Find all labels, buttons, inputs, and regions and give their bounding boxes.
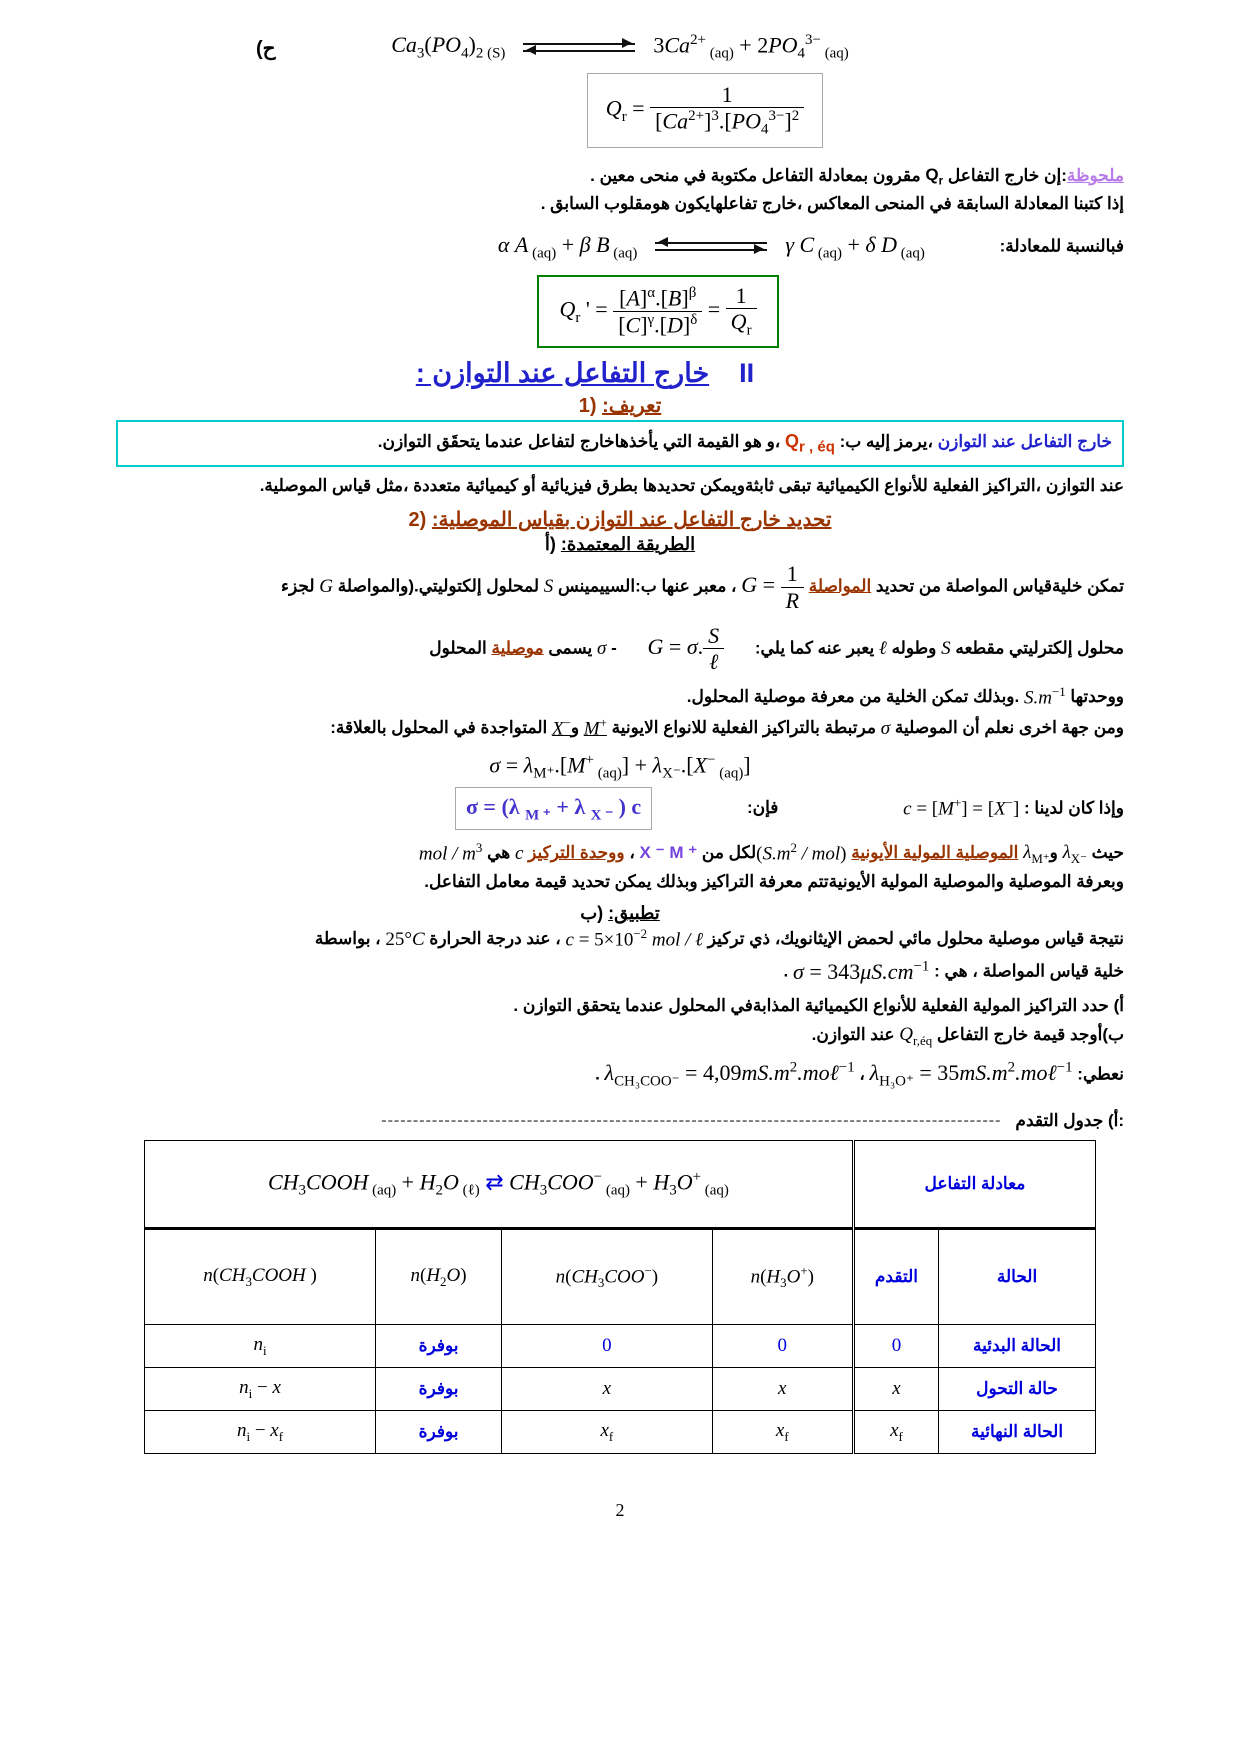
sigma-variable: σ — [880, 717, 891, 739]
qreq-symbol: $Q_{r , éq}$ — [785, 431, 835, 456]
conductivity-term: موصلية — [491, 638, 544, 658]
method-text-2d: يسمى — [543, 638, 597, 658]
cell-ni: $n_i$ — [145, 1325, 376, 1368]
dashed-separator: -------------------------------------------------------------------------------------------------- — [381, 1112, 1002, 1130]
g-variable: G — [319, 576, 334, 598]
length-variable: ℓ — [878, 637, 887, 659]
cell-xf: $x_f$ — [502, 1411, 713, 1454]
note-separator: : — [1061, 166, 1067, 186]
cell-state-final: الحالة النهائية — [939, 1411, 1096, 1454]
x-ion: X− — [551, 715, 571, 740]
cell-zero: 0 — [502, 1325, 713, 1368]
cell-progress-zero: 0 — [853, 1325, 938, 1368]
method-text-1a: تمكن خليةقياس المواصلة من تحديد — [871, 576, 1124, 596]
given-line — [116, 1056, 1124, 1094]
note-line-2: إذا كتبنا المعادلة السابقة في المنحى المعاكس ،خارج تفاعلهايكون هومقلوب السابق . — [540, 194, 1124, 214]
table-equation-header: معادلة التفاعل — [853, 1141, 1095, 1229]
method-text-2a: محلول إلكترليتي مقطعه — [950, 638, 1124, 658]
method-line-2 — [116, 623, 1124, 675]
m-ion-colored: M ⁺ — [669, 843, 698, 863]
method-text-4a: ومن جهة اخرى نعلم أن الموصلية — [890, 718, 1124, 738]
method-text-3b: .وبذلك تمكن الخلية من معرفة موصلية المحلول. — [686, 687, 1024, 707]
col-header-progress: التقدم — [853, 1229, 938, 1325]
table-row-initial — [145, 1325, 1096, 1368]
application-heading — [116, 903, 1124, 924]
c-equation: c = [M+] = [X−] — [903, 795, 1020, 820]
concentration-value: $c = 5\times 10^{-2}$ mol / ℓ — [565, 926, 704, 951]
application-text-2a: خلية قياس المواصلة ، هي : — [929, 961, 1124, 981]
col-header-ch3cooh: $n(CH_3COOH$ ) — [145, 1229, 376, 1325]
lambda-h3o-value: $\lambda_{H_3O^+}$ = $35mS.m^2.mo\ell^{-1}$ — [869, 1060, 1073, 1090]
table-row-intermediate — [145, 1368, 1096, 1411]
sm-unit: $S.m^{-1}$ — [1023, 684, 1066, 709]
m-ion: M+ — [583, 715, 607, 740]
c-variable: c — [514, 842, 524, 864]
lambda-definition-line — [116, 838, 1124, 869]
definition-mid: ،يرمز إليه ب: — [834, 432, 938, 452]
application-text-1a: نتيجة قياس موصلية محلول مائي لحمض الإيثانويك، ذي تركيز — [703, 929, 1124, 949]
method-text-2b: وطوله — [886, 638, 942, 658]
note-text-1: إن خارج التفاعل — [943, 166, 1062, 186]
equation-1-rhs: $Ca_3(PO_4)_2$ $_{(S)}$ — [391, 32, 506, 62]
cell-x: x — [712, 1368, 853, 1411]
lambda-x-symbol: $\lambda_{X^-}$ — [1062, 842, 1087, 866]
note-title: ملحوظة — [1066, 166, 1124, 186]
qreq-italic-symbol: $Q_{r,éq}$ — [899, 1023, 933, 1048]
question-b-text-a: ب)أوجد قيمة خارج التفاعل — [932, 1024, 1124, 1044]
given-label: نعطي: — [1072, 1064, 1124, 1084]
section-2-title: خارج التفاعل عند التوازن : — [415, 358, 710, 389]
concentration-unit-term: ووحدة التركيز — [528, 843, 625, 863]
application-text-1c: ، بواسطة — [314, 929, 386, 949]
application-number: ب) — [580, 903, 609, 924]
cell-x: x — [502, 1368, 713, 1411]
boxed-sigma-formula: σ = (λ $_{M ^+}$ + λ $_{X ^-}$ ) c — [455, 787, 652, 831]
page-number: 2 — [615, 1500, 625, 1521]
method-line-4 — [116, 713, 1124, 744]
method-text-1b: ، معبر عنها ب:السييمينس — [553, 576, 737, 596]
table-header-row — [145, 1229, 1096, 1325]
cell-excess: بوفرة — [376, 1368, 502, 1411]
method-text-4d: المتواجدة في المحلول بالعلاقة: — [330, 718, 552, 738]
smol-unit: $(S.m^2 / mol)$ — [756, 840, 847, 865]
lambda-text-e: هي — [482, 843, 515, 863]
application-line-2 — [116, 955, 1124, 989]
cell-excess: بوفرة — [376, 1325, 502, 1368]
qr-formula-box: $Q_r$ = $\frac{1}{[Ca^{2+}]^3.[PO_4^{3-}]^2}$ — [587, 73, 823, 148]
temperature-value: 25°C — [385, 929, 425, 951]
method-line-3 — [116, 682, 1124, 713]
application-text-1b: ، عند درجة الحرارة — [424, 929, 566, 949]
method-dash: - — [606, 638, 617, 658]
subsection-2-number: 2) — [408, 509, 432, 532]
table-title-row — [116, 1108, 1124, 1134]
lambda-text-c: لكل من — [697, 843, 757, 863]
lambda-ch3coo-value: $\lambda_{CH_3COO^-}$ = $4,09mS.m^2.mo\ell^{-1}$ — [604, 1060, 855, 1090]
definition-heading — [116, 393, 1124, 418]
condition-line — [116, 787, 1124, 831]
equilibrium-arrows-icon — [523, 43, 635, 52]
definition-title: تعريف: — [602, 395, 662, 418]
qr-symbol: $Q_r$ — [925, 164, 944, 188]
table-equation-row — [145, 1141, 1096, 1229]
progress-table-title: أ) جدول التقدم: — [1015, 1110, 1124, 1130]
question-b — [116, 1020, 1124, 1051]
equilibrium-paragraph: عند التوازن ،التراكيز الفعلية للأنواع الكيميائية تبقى ثابثةويمكن تحديدها بطرق فيزيائية أو كيميائية متعددة ،مثل قياس الموصلية. — [259, 475, 1124, 495]
for-equation-row — [116, 228, 1124, 266]
cell-excess: بوفرة — [376, 1411, 502, 1454]
cell-xf: $x_f$ — [712, 1411, 853, 1454]
lambda-text-b: و — [1049, 843, 1063, 863]
subsection-2-heading — [116, 507, 1124, 532]
section-2-numeral: II — [739, 358, 755, 389]
s-variable: S — [543, 576, 554, 598]
method-text-2e: المحلول — [429, 638, 492, 658]
s-variable: S — [941, 637, 951, 659]
cell-progress-x: x — [853, 1368, 938, 1411]
application-text-2b: . — [783, 961, 793, 981]
application-line-1 — [116, 924, 1124, 955]
definition-rest: ،و هو القيمة التي يأخذهاخارج لتفاعل عندما يتحقَق التوازن. — [377, 432, 786, 452]
lambda-m-symbol: $\lambda_{M^+}$ — [1023, 842, 1050, 866]
method-text-3a: ووحدتها — [1065, 687, 1124, 707]
reaction-equation-1 — [116, 32, 1124, 63]
method-text-4c: و — [570, 718, 584, 738]
cell-zero: 0 — [712, 1325, 853, 1368]
sigma-343-value: $\sigma = 343\mu S.cm^{-1}$ — [792, 958, 930, 985]
method-text-2c: يعبر عنه كما يلي: — [750, 638, 879, 658]
method-text-1d: لجزء — [281, 576, 320, 596]
note-text-2: مقرون بمعادلة التفاعل مكتوبة في منحى معين . — [590, 166, 926, 186]
sigma-lambda-equation-row — [116, 752, 1124, 783]
condition-text-b: فإن: — [746, 797, 779, 817]
molar-ionic-conductivity-term: الموصلية المولية الأيونية — [851, 843, 1019, 863]
subsection-2-title: تحديد خارج التفاعل عند التوازن بقياس الموصلية: — [431, 509, 832, 532]
g-sigma-equation: G = σ. $\frac{S}{\text{ℓ}}$ — [648, 623, 725, 675]
table-equation-cell: $CH_3COOH$ $_{(aq)} + H_2O$ $_{(\ell)}$ ⇄ $CH_3COO^-$ $_{(aq)} + H_3O^+$ $_{(aq)}$ — [145, 1141, 854, 1229]
condition-text-a: وإذا كان لدينا : — [1019, 797, 1124, 817]
col-header-h3o: $n(H_3O^+)$ — [712, 1229, 853, 1325]
cell-state-intermediate: حالة التحول — [939, 1368, 1096, 1411]
method-heading — [116, 534, 1124, 555]
cell-progress-xf: $x_f$ — [853, 1411, 938, 1454]
col-header-ch3coo: $n(CH_3COO^-)$ — [502, 1229, 713, 1325]
definition-number: 1) — [578, 395, 603, 418]
col-header-h2o: $n(H_2O)$ — [376, 1229, 502, 1325]
method-line-1 — [116, 561, 1124, 613]
lambda-text-a: حيث — [1086, 843, 1124, 863]
question-a: أ) حدد التراكيز المولية الفعلية للأنواع الكيميائية المذابةفي المحلول عندما يتحقق التوازن . — [513, 996, 1124, 1016]
cell-ni-xf: $n_i - x_f$ — [145, 1411, 376, 1454]
equation-1-lhs: $3Ca^{2+}$ $_{(aq)} + 2PO_4^{3-}$ $_{(aq)}$ — [653, 32, 849, 62]
x-ion-colored: X ⁻ — [639, 843, 665, 863]
sigma-lambda-equation: $\sigma = \lambda_{M^+}.[M^+$ $_{(aq)}] + \lambda_{X^-}.[X^-$ $_{(aq)}$] — [489, 751, 751, 782]
definition-box — [116, 420, 1124, 467]
for-equation-label: فبالنسبة للمعادلة: — [999, 235, 1124, 255]
qr-prime-formula-box: $Q_r$ ' = $\frac{[A]^\alpha.[B]^\beta}{[C]^\gamma.[D]^\delta}$ = $\frac{1}{Q_r}$ — [537, 275, 778, 348]
molm3-unit: mol / $m^3$ — [418, 840, 483, 865]
method-number: أ) — [544, 534, 561, 555]
note-paragraph — [116, 162, 1124, 218]
given-separator: ، — [854, 1064, 870, 1084]
sigma-variable: σ — [597, 637, 607, 659]
equation-2-lhs: γ C $_{(aq)}$ + δ D $_{(aq)}$ — [785, 231, 925, 261]
cell-state-initial: الحالة البدئية — [939, 1325, 1096, 1368]
equilibrium-arrows-icon — [655, 242, 767, 251]
method-text-4b: مرتبطة بالتراكيز الفعلية للانواع الايونية — [606, 718, 881, 738]
question-b-text-b: عند التوازن. — [811, 1024, 900, 1044]
conclusion-line: وبعرفة الموصلية والموصلية المولية الأيونيةتتم معرفة التراكيز وبذلك يمكن تحديد قيمة معامل التفاعل. — [424, 872, 1124, 892]
part-label: ح) — [256, 38, 276, 60]
definition-term: خارج التفاعل عند التوازن — [937, 432, 1112, 452]
g-equation: G = $\frac{1}{R}$ — [741, 561, 804, 613]
cell-ni-x: $n_i - x$ — [145, 1368, 376, 1411]
progress-table — [144, 1140, 1096, 1454]
method-text-1c: لمحلول إلكتوليتي.(والمواصلة — [333, 576, 544, 596]
table-row-final — [145, 1411, 1096, 1454]
conductance-term: المواصلة — [808, 576, 872, 596]
application-title: تطبيق: — [608, 903, 660, 924]
lambda-text-d: ، — [624, 843, 640, 863]
col-header-state: الحالة — [939, 1229, 1096, 1325]
given-end: . — [595, 1064, 605, 1084]
equation-2-rhs: α A $_{(aq)}$ + β B $_{(aq)}$ — [497, 231, 638, 261]
method-title: الطريقة المعتمدة: — [560, 534, 696, 555]
section-2-heading — [116, 358, 1054, 389]
